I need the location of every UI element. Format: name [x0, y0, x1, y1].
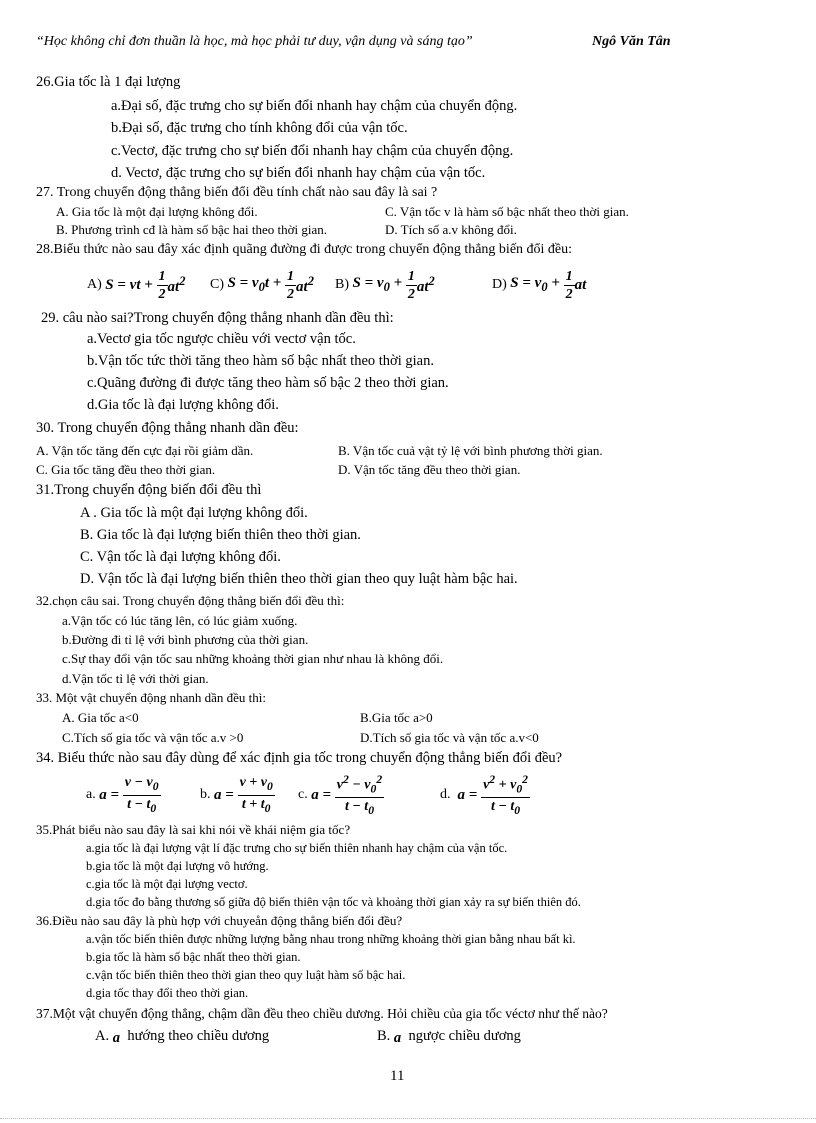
question-33-stem: 33. Một vật chuyển động nhanh dần đều thì:	[36, 690, 266, 705]
question-36-option-b: b.gia tốc là hàm số bậc nhất theo thời gian.	[86, 950, 301, 964]
question-34-option-d	[440, 772, 530, 818]
question-30-option-c: C. Gia tốc tăng đều theo thời gian.	[36, 462, 216, 477]
question-27-option-a: A. Gia tốc là một đại lượng không đổi.	[56, 204, 258, 219]
formula-b: $S = v_0$ +	[352, 275, 406, 294]
formula-a: S = vt +	[105, 276, 157, 293]
fraction-one-half: $\frac{1}{2}$	[287, 268, 295, 302]
question-33-option-d: D.Tích số gia tốc và vận tốc a.v<0	[360, 730, 539, 745]
question-31-option-d: D. Vận tốc là đại lượng biến thiên theo thời gian theo quy luật hàm bậc hai.	[80, 571, 518, 587]
option-label: B.	[377, 1028, 391, 1044]
fraction-one-half: $\frac{1}{2}$	[565, 268, 573, 302]
question-36-option-a: a.vận tốc biến thiên được những lượng bằng nhau trong những khoảng thời gian bằng nhau bất kì.	[86, 932, 576, 946]
acceleration-vector-icon: a	[393, 1030, 402, 1046]
option-label: A)	[87, 277, 102, 292]
page-bottom-rule	[0, 1118, 816, 1119]
option-label: D)	[492, 277, 507, 292]
page-number: 11	[390, 1068, 405, 1084]
fraction: $\frac{v^2 - v_0^2}{t - t_0}$	[336, 772, 383, 818]
question-37-option-a	[95, 1028, 269, 1045]
option-label: b.	[200, 787, 211, 802]
question-36-option-c: c.vận tốc biến thiên theo thời gian theo quy luật hàm số bậc hai.	[86, 968, 406, 982]
option-label: c.	[298, 787, 308, 802]
question-27-option-c: C. Vận tốc v là hàm số bậc nhất theo thời gian.	[385, 204, 629, 219]
question-30-option-a: A. Vận tốc tăng đến cực đại rồi giảm dần.	[36, 443, 254, 458]
question-28-option-d	[492, 264, 586, 306]
formula-b-tail: $at^2$	[416, 274, 435, 295]
question-37-stem: 37.Một vật chuyển động thẳng, chậm dần đều theo chiều dương. Hỏi chiều của gia tốc véctơ như thế nào?	[36, 1006, 608, 1021]
question-33-option-b: B.Gia tốc a>0	[360, 710, 433, 725]
question-32-option-a: a.Vận tốc có lúc tăng lên, có lúc giảm xuống.	[62, 613, 298, 628]
formula-c-lhs: a =	[311, 786, 335, 803]
formula-d-tail: at	[574, 276, 587, 293]
formula-a-tail: $at^2$	[167, 274, 186, 295]
question-28-option-b	[335, 264, 435, 306]
formula-c: $S = v_0t$ +	[227, 275, 286, 294]
question-33-option-c: C.Tích số gia tốc và vận tốc a.v >0	[62, 730, 244, 745]
question-26-option-c: c.Vectơ, đặc trưng cho sự biến đổi nhanh hay chậm của chuyển động.	[111, 143, 514, 159]
question-32-stem: 32.chọn câu sai. Trong chuyển động thẳng biến đổi đều thì:	[36, 593, 345, 608]
option-text: hướng theo chiều dương	[127, 1028, 270, 1044]
question-34-option-a	[86, 772, 161, 818]
option-label: C)	[210, 277, 224, 292]
question-30-option-b: B. Vận tốc cuả vật tỷ lệ với bình phương thời gian.	[338, 443, 603, 458]
option-label: d.	[440, 787, 451, 802]
question-26-stem: 26.Gia tốc là 1 đại lượng	[36, 74, 181, 90]
formula-b-lhs: a =	[214, 786, 238, 803]
question-29-option-b: b.Vận tốc tức thời tăng theo hàm số bậc nhất theo thời gian.	[87, 353, 434, 369]
option-label: a.	[86, 787, 96, 802]
formula-d: $S = v_0$ +	[510, 275, 564, 294]
question-35-option-c: c.gia tốc là một đại lượng vectơ.	[86, 877, 248, 891]
question-27-stem: 27. Trong chuyển động thẳng biến đổi đều tính chất nào sau đây là sai ?	[36, 185, 438, 200]
header-author: Ngô Văn Tân	[592, 34, 671, 49]
formula-c-tail: $at^2$	[296, 274, 314, 295]
question-29-option-d: d.Gia tốc là đại lượng không đổi.	[87, 397, 279, 413]
question-28-option-a	[87, 264, 185, 306]
option-label: A.	[95, 1028, 110, 1044]
question-31-option-a: A . Gia tốc là một đại lượng không đổi.	[80, 505, 308, 521]
question-30-option-d: D. Vận tốc tăng đều theo thời gian.	[338, 462, 521, 477]
question-29-stem: 29. câu nào sai?Trong chuyển động thẳng nhanh dần đều thì:	[41, 310, 394, 326]
question-34-option-b	[200, 772, 275, 818]
question-36-option-d: d.gia tốc thay đổi theo thời gian.	[86, 986, 249, 1000]
fraction: $\frac{v^2 + v_0^2}{t - t_0}$	[483, 772, 528, 818]
question-28-stem: 28.Biểu thức nào sau đây xác định quãng đường đi được trong chuyển động thẳng biến đổi đều:	[36, 242, 573, 257]
question-34-option-c	[298, 772, 384, 818]
question-34-stem: 34. Biểu thức nào sau đây dùng để xác định gia tốc trong chuyển động thẳng biến đổi đều?	[36, 750, 563, 766]
question-37-option-b	[377, 1028, 521, 1045]
fraction: $\frac{v + v_0}{t + t_0}$	[239, 774, 273, 815]
question-32-option-c: c.Sự thay đổi vận tốc sau những khoảng thời gian như nhau là không đổi.	[62, 651, 444, 666]
question-36-stem: 36.Điều nào sau đây là phù hợp với chuyeån động thẳng biến đổi đều?	[36, 913, 403, 928]
question-31-option-b: B. Gia tốc là đại lượng biến thiên theo thời gian.	[80, 527, 361, 543]
question-32-option-b: b.Đường đi tỉ lệ với bình phương của thời gian.	[62, 632, 309, 647]
option-text: ngược chiều dương	[408, 1028, 521, 1044]
fraction-one-half: $\frac{1}{2}$	[158, 268, 166, 302]
header-motto: “Học không chỉ đơn thuần là học, mà học phải tư duy, vận dụng và sáng tạo”	[36, 34, 473, 49]
question-35-option-d: d.gia tốc đo bằng thương số giữa độ biến thiên vận tốc và khoảng thời gian xảy ra sự biến thiên đó.	[86, 895, 581, 909]
question-29-option-a: a.Vectơ gia tốc ngược chiều với vectơ vận tốc.	[87, 331, 356, 347]
question-31-stem: 31.Trong chuyển động biến đổi đều thì	[36, 482, 262, 498]
question-32-option-d: d.Vận tốc tỉ lệ với thời gian.	[62, 671, 209, 686]
question-29-option-c: c.Quãng đường đi được tăng theo hàm số bậc 2 theo thời gian.	[87, 375, 449, 391]
fraction: $\frac{v - v_0}{t - t_0}$	[124, 774, 159, 815]
question-28-option-c	[210, 264, 314, 306]
question-35-option-a: a.gia tốc là đại lượng vật lí đặc trưng cho sự biến thiên nhanh hay chậm của vận tốc.	[86, 841, 508, 855]
question-31-option-c: C. Vận tốc là đại lượng không đổi.	[80, 549, 281, 565]
fraction-one-half: $\frac{1}{2}$	[407, 268, 415, 302]
question-27-option-d: D. Tích số a.v không đổi.	[385, 222, 517, 237]
formula-a-lhs: a =	[99, 786, 123, 803]
question-33-option-a: A. Gia tốc a<0	[62, 710, 139, 725]
question-27-option-b: B. Phương trình cđ là hàm số bậc hai theo thời gian.	[56, 222, 328, 237]
question-35-stem: 35.Phát biểu nào sau đây là sai khi nói về khái niệm gia tốc?	[36, 822, 351, 837]
formula-d-lhs: a =	[457, 786, 482, 803]
question-35-option-b: b.gia tốc là một đại lượng vô hướng.	[86, 859, 269, 873]
question-26-option-a: a.Đại số, đặc trưng cho sự biến đổi nhanh hay chậm của chuyển động.	[111, 98, 518, 114]
acceleration-vector-icon: a	[112, 1030, 120, 1046]
question-26-option-d: d. Vectơ, đặc trưng cho sự biến đổi nhanh hay chậm của vận tốc.	[111, 165, 486, 181]
question-30-stem: 30. Trong chuyển động thẳng nhanh dần đều:	[36, 420, 299, 436]
question-26-option-b: b.Đại số, đặc trưng cho tính không đổi của vận tốc.	[111, 120, 408, 136]
option-label: B)	[335, 277, 349, 292]
